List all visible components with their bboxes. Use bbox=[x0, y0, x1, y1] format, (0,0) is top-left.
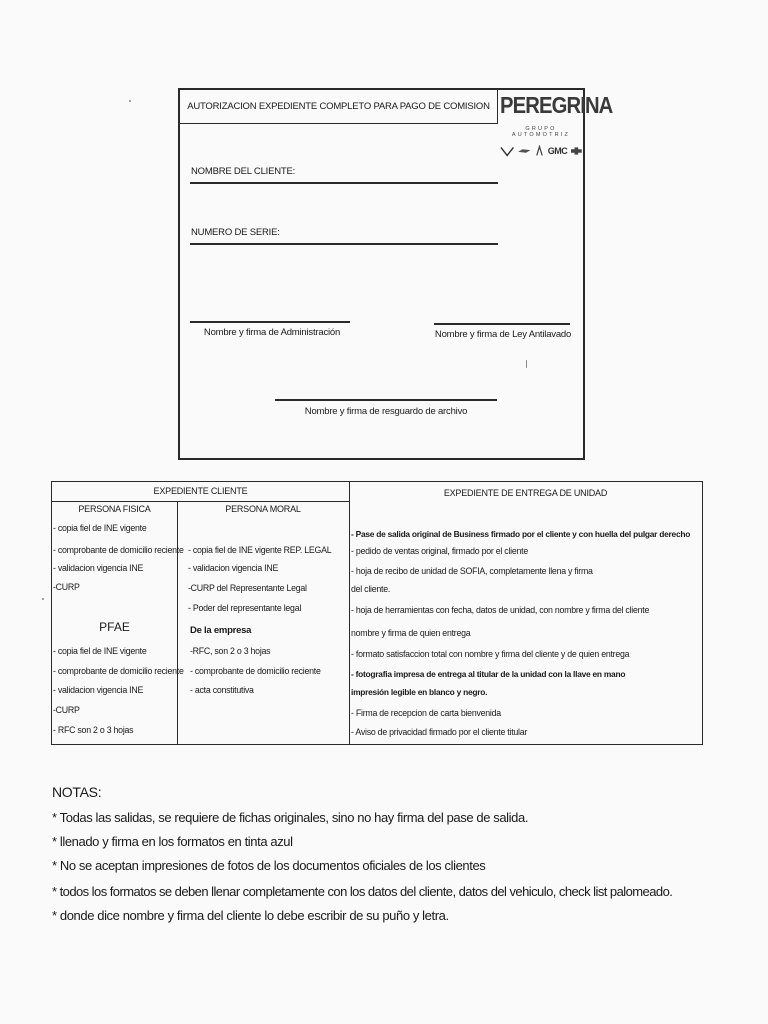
entrega-item: - hoja de recibo de unidad de SOFIA, completamente llena y firma bbox=[351, 566, 593, 576]
serie-label: NUMERO DE SERIE: bbox=[191, 227, 280, 238]
entrega-item: - hoja de herramientas con fecha, datos de unidad, con nombre y firma del cliente bbox=[351, 605, 650, 615]
entrega-item: - fotografia impresa de entrega al titular de la unidad con la llave en mano bbox=[351, 669, 626, 679]
admin-signature-label: Nombre y firma de Administración bbox=[203, 327, 341, 338]
note-item: * No se aceptan impresiones de fotos de los documentos oficiales de los clientes bbox=[52, 858, 486, 873]
note-item: * donde dice nombre y firma del cliente lo debe escribir de su puño y letra. bbox=[52, 908, 449, 923]
serie-line[interactable] bbox=[190, 243, 498, 245]
note-item: * Todas las salidas, se requiere de fichas originales, sino no hay firma del pase de salida. bbox=[52, 810, 529, 825]
brand-logo-text: PEREGRINA bbox=[500, 92, 613, 118]
archivo-signature-label: Nombre y firma de resguardo de archivo bbox=[304, 406, 468, 417]
car-brand-icon bbox=[518, 147, 531, 155]
brand-subtitle: GRUPO AUTOMOTRIZ bbox=[511, 126, 571, 138]
requirements-table bbox=[51, 481, 703, 745]
vw-logo-icon bbox=[500, 145, 514, 157]
scan-speck bbox=[129, 100, 131, 102]
pfae-item: - comprobante de domicilio reciente bbox=[53, 666, 184, 676]
archivo-signature-line[interactable] bbox=[275, 399, 497, 401]
empresa-item: - comprobante de domicilio reciente bbox=[190, 666, 321, 676]
empresa-item: - acta constitutiva bbox=[190, 685, 254, 695]
form-title: AUTORIZACION EXPEDIENTE COMPLETO PARA PAGO DE COMISION bbox=[180, 90, 498, 124]
fisica-item: - validacion vigencia INE bbox=[53, 563, 144, 573]
cliente-label: NOMBRE DEL CLIENTE: bbox=[191, 166, 296, 177]
entrega-item: - Pase de salida original de Business firmado por el cliente y con huella del pulgar derecho bbox=[351, 529, 691, 539]
pfae-item: -CURP bbox=[53, 705, 80, 715]
moral-item: - Poder del representante legal bbox=[188, 603, 302, 613]
authorization-form bbox=[178, 88, 613, 460]
note-item: * todos los formatos se deben llenar completamente con los datos del cliente, datos del vehiculo, check list palomeado. bbox=[52, 884, 673, 899]
pfae-item: - validacion vigencia INE bbox=[53, 685, 144, 695]
chevrolet-logo-icon bbox=[571, 147, 582, 155]
empresa-header: De la empresa bbox=[190, 625, 252, 636]
moral-item: - copia fiel de INE vigente REP. LEGAL bbox=[188, 545, 332, 555]
table-subdivider bbox=[177, 501, 178, 744]
fisica-item: - copia fiel de INE vigente bbox=[53, 523, 147, 533]
brand-logos bbox=[500, 144, 582, 158]
scan-speck bbox=[526, 360, 527, 368]
entrega-item: - Aviso de privacidad firmado por el cliente titular bbox=[351, 727, 528, 737]
moral-item: -CURP del Representante Legal bbox=[188, 583, 307, 593]
persona-fisica-header: PERSONA FISICA bbox=[78, 504, 151, 514]
entrega-item: - pedido de ventas original, firmado por el cliente bbox=[351, 546, 528, 556]
entrega-item: del cliente. bbox=[351, 584, 391, 594]
antilavado-signature-line[interactable] bbox=[434, 323, 570, 325]
persona-moral-header: PERSONA MORAL bbox=[225, 504, 301, 514]
moral-item: - validacion vigencia INE bbox=[188, 563, 279, 573]
expediente-cliente-header: EXPEDIENTE CLIENTE bbox=[153, 486, 248, 496]
buick-logo-icon bbox=[535, 145, 544, 157]
entrega-item: - formato satisfaccion total con nombre y firma del cliente y de quien entrega bbox=[351, 649, 630, 659]
table-header-rule bbox=[52, 501, 349, 502]
pfae-header: PFAE bbox=[99, 620, 130, 634]
entrega-item: - Firma de recepcion de carta bienvenida bbox=[351, 708, 501, 718]
notes-title: NOTAS: bbox=[52, 784, 102, 800]
note-item: * llenado y firma en los formatos en tinta azul bbox=[52, 834, 293, 849]
scan-speck bbox=[42, 598, 44, 600]
pfae-item: - RFC son 2 o 3 hojas bbox=[53, 725, 134, 735]
entrega-item: nombre y firma de quien entrega bbox=[351, 628, 471, 638]
pfae-item: - copia fiel de INE vigente bbox=[53, 646, 147, 656]
antilavado-signature-label: Nombre y firma de Ley Antilavado bbox=[434, 329, 572, 340]
cliente-line[interactable] bbox=[190, 182, 498, 184]
fisica-item: - comprobante de domicilio reciente bbox=[53, 545, 184, 555]
table-divider bbox=[349, 482, 350, 744]
empresa-item: -RFC, son 2 o 3 hojas bbox=[190, 646, 271, 656]
entrega-item: impresión legible en blanco y negro. bbox=[351, 687, 488, 697]
fisica-item: -CURP bbox=[53, 582, 80, 592]
expediente-entrega-header: EXPEDIENTE DE ENTREGA DE UNIDAD bbox=[443, 488, 608, 498]
gmc-logo: GMC bbox=[547, 146, 568, 156]
admin-signature-line[interactable] bbox=[190, 321, 350, 323]
